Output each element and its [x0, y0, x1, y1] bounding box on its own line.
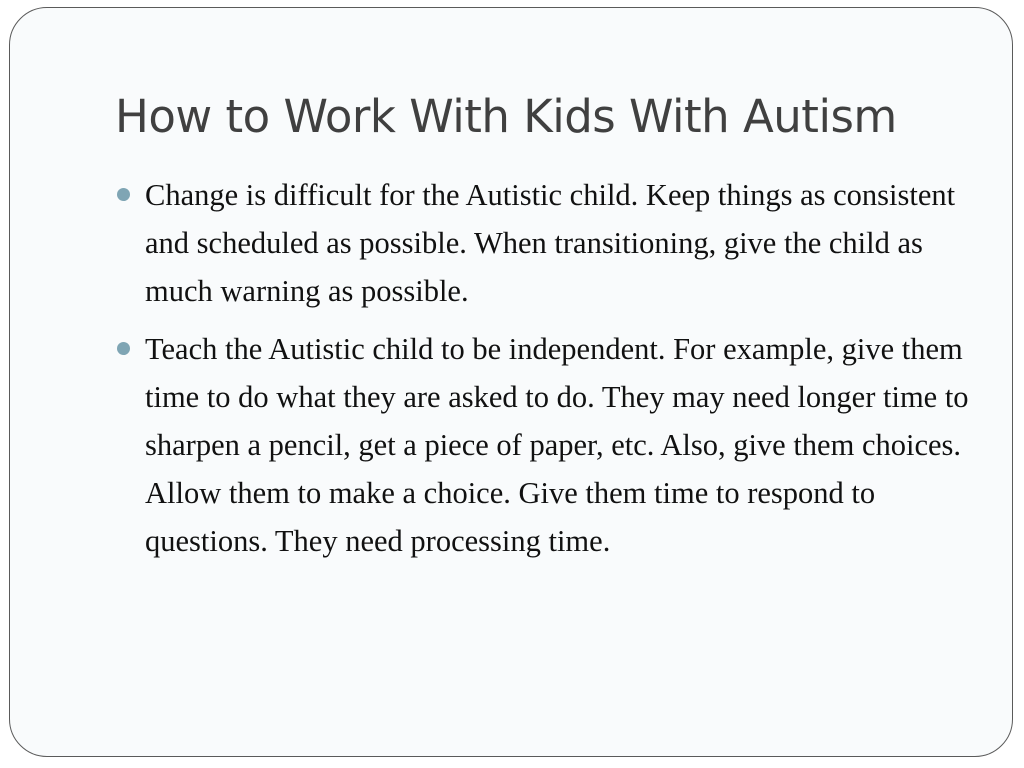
- slide: [9, 7, 1013, 757]
- bullet-text: Teach the Autistic child to be independent. For example, give them time to do what they are asked to do. They may need longer time to sharpen a pencil, get a piece of paper, etc. Also, give them choices. Allow them to make a choice. Give them time to respond to questions. They need processing time.: [145, 332, 969, 558]
- bullet-list: [115, 171, 975, 575]
- bullet-dot-icon: [117, 342, 130, 355]
- bullet-text: Change is difficult for the Autistic child. Keep things as consistent and scheduled as possible. When transitioning, give the child as much warning as possible.: [145, 178, 956, 308]
- slide-title: How to Work With Kids With Autism: [115, 90, 897, 143]
- bullet-item-change: [115, 171, 975, 315]
- bullet-item-independence: [115, 325, 975, 565]
- bullet-dot-icon: [117, 188, 130, 201]
